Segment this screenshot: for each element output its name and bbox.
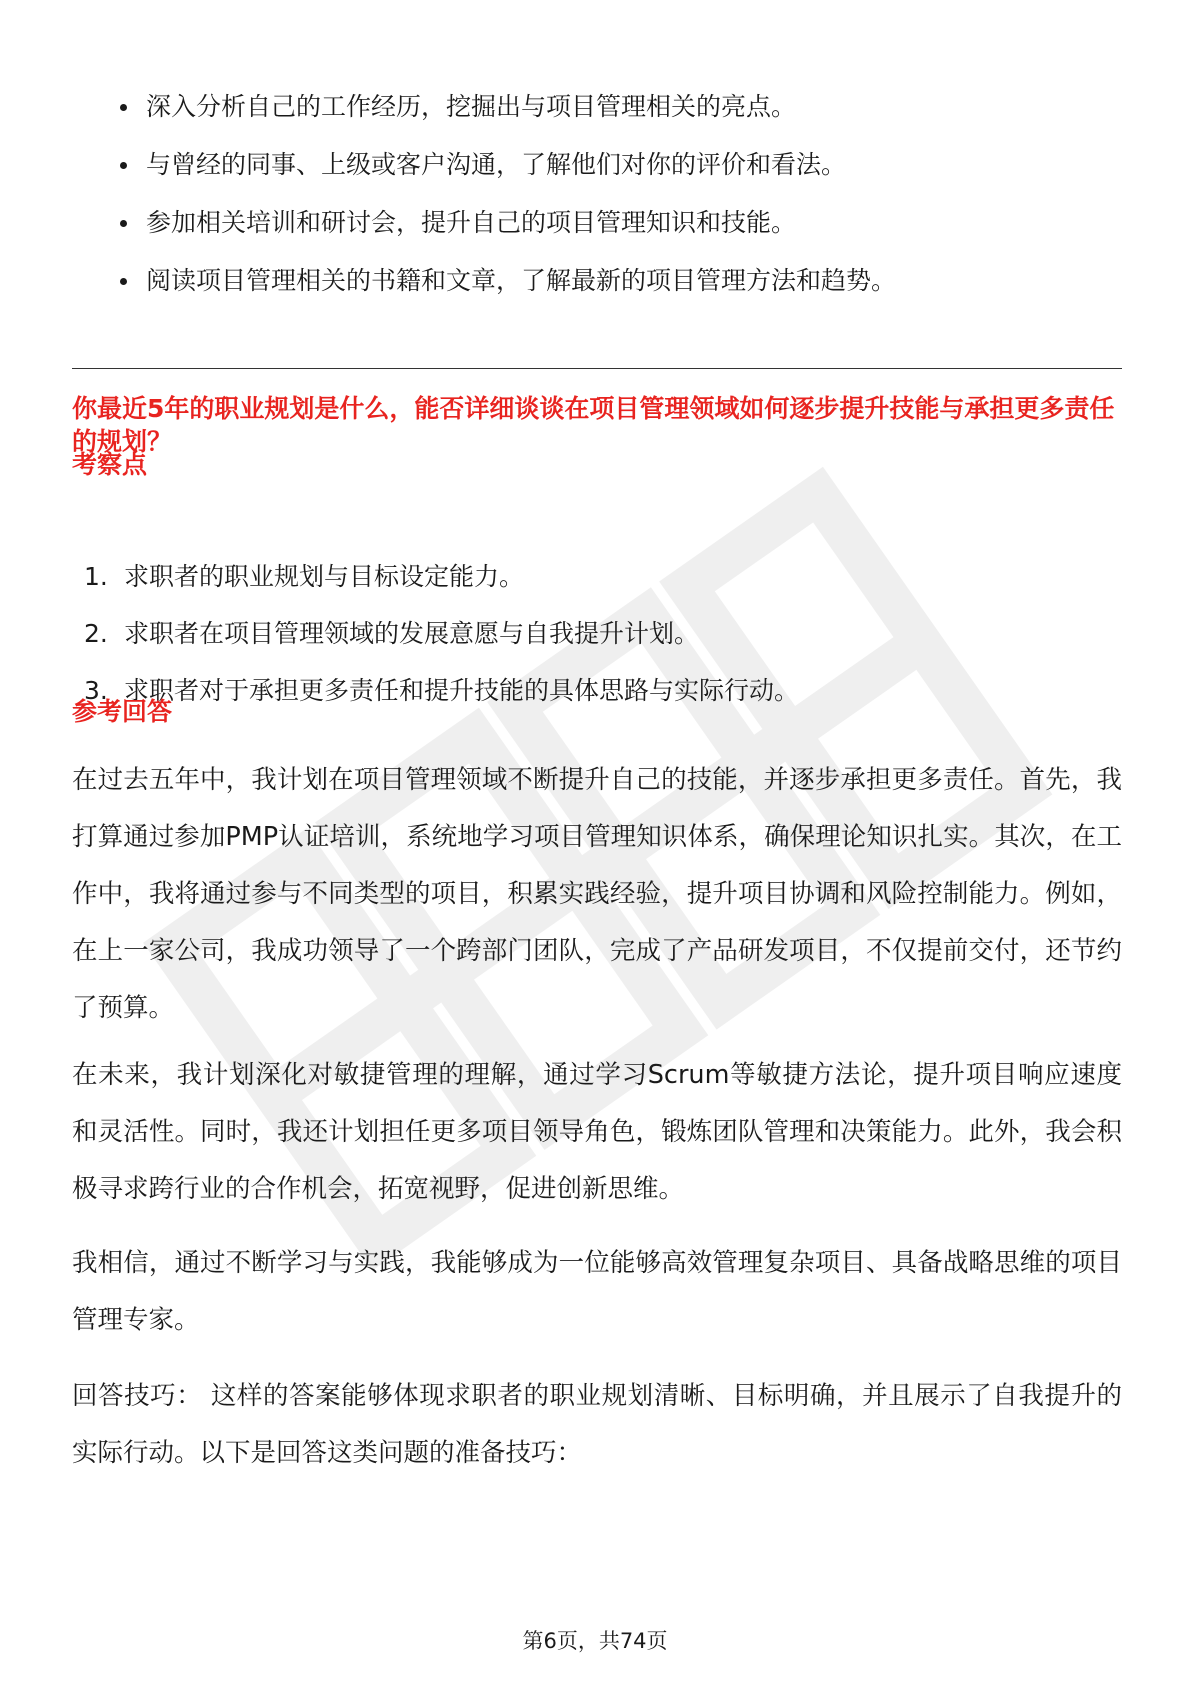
list-text: 求职者在项目管理领域的发展意愿与自我提升计划。 xyxy=(124,619,700,648)
answer-paragraph: 在未来，我计划深化对敏捷管理的理解，通过学习Scrum等敏捷方法论，提升项目响应速度和灵活性。同时，我还计划担任更多项目领导角色，锻炼团队管理和决策能力。此外，我会积极寻求跨行业的合作机会，拓宽视野，促进创新思维。 xyxy=(72,1060,1122,1204)
list-text: 求职者的职业规划与目标设定能力。 xyxy=(124,562,525,591)
question-title: 你最近5年的职业规划是什么，能否详细谈谈在项目管理领域如何逐步提升技能与承担更多责任的规划？ xyxy=(72,394,1115,456)
list-text: 求职者对于承担更多责任和提升技能的具体思路与实际行动。 xyxy=(124,676,800,705)
section-divider xyxy=(72,368,1122,369)
answer-tips-paragraph: 回答技巧： 这样的答案能够体现求职者的职业规划清晰、目标明确，并且展示了自我提升的实际行动。以下是回答这类问题的准备技巧： xyxy=(72,1381,1122,1468)
list-item: 阅读项目管理相关的书籍和文章，了解最新的项目管理方法和趋势。 xyxy=(124,266,896,296)
list-item xyxy=(84,619,799,649)
answer-paragraph: 在过去五年中，我计划在项目管理领域不断提升自己的技能，并逐步承担更多责任。首先，我打算通过参加PMP认证培训，系统地学习项目管理知识体系，确保理论知识扎实。其次，在工作中，我将通过参与不同类型的项目，积累实践经验，提升项目协调和风险控制能力。例如，在上一家公司，我成功领导了一个跨部门团队，完成了产品研发项目，不仅提前交付，还节约了预算。 xyxy=(72,765,1122,1023)
prep-tips-list xyxy=(124,92,896,324)
answer-paragraph: 我相信，通过不断学习与实践，我能够成为一位能够高效管理复杂项目、具备战略思维的项目管理专家。 xyxy=(72,1248,1122,1335)
list-item: 与曾经的同事、上级或客户沟通，了解他们对你的评价和看法。 xyxy=(124,150,896,180)
list-number: 1. xyxy=(84,562,108,591)
answer-heading: 参考回答 xyxy=(72,697,173,726)
examine-points-list xyxy=(84,562,799,733)
list-item xyxy=(84,562,799,592)
list-number: 2. xyxy=(84,619,108,648)
examine-heading: 考察点 xyxy=(72,450,148,479)
page-number: 第6页，共74页 xyxy=(522,1629,668,1653)
list-item: 参加相关培训和研讨会，提升自己的项目管理知识和技能。 xyxy=(124,208,896,238)
list-item: 深入分析自己的工作经历，挖掘出与项目管理相关的亮点。 xyxy=(124,92,896,122)
list-number: 3. xyxy=(84,676,108,705)
list-item xyxy=(84,676,799,706)
